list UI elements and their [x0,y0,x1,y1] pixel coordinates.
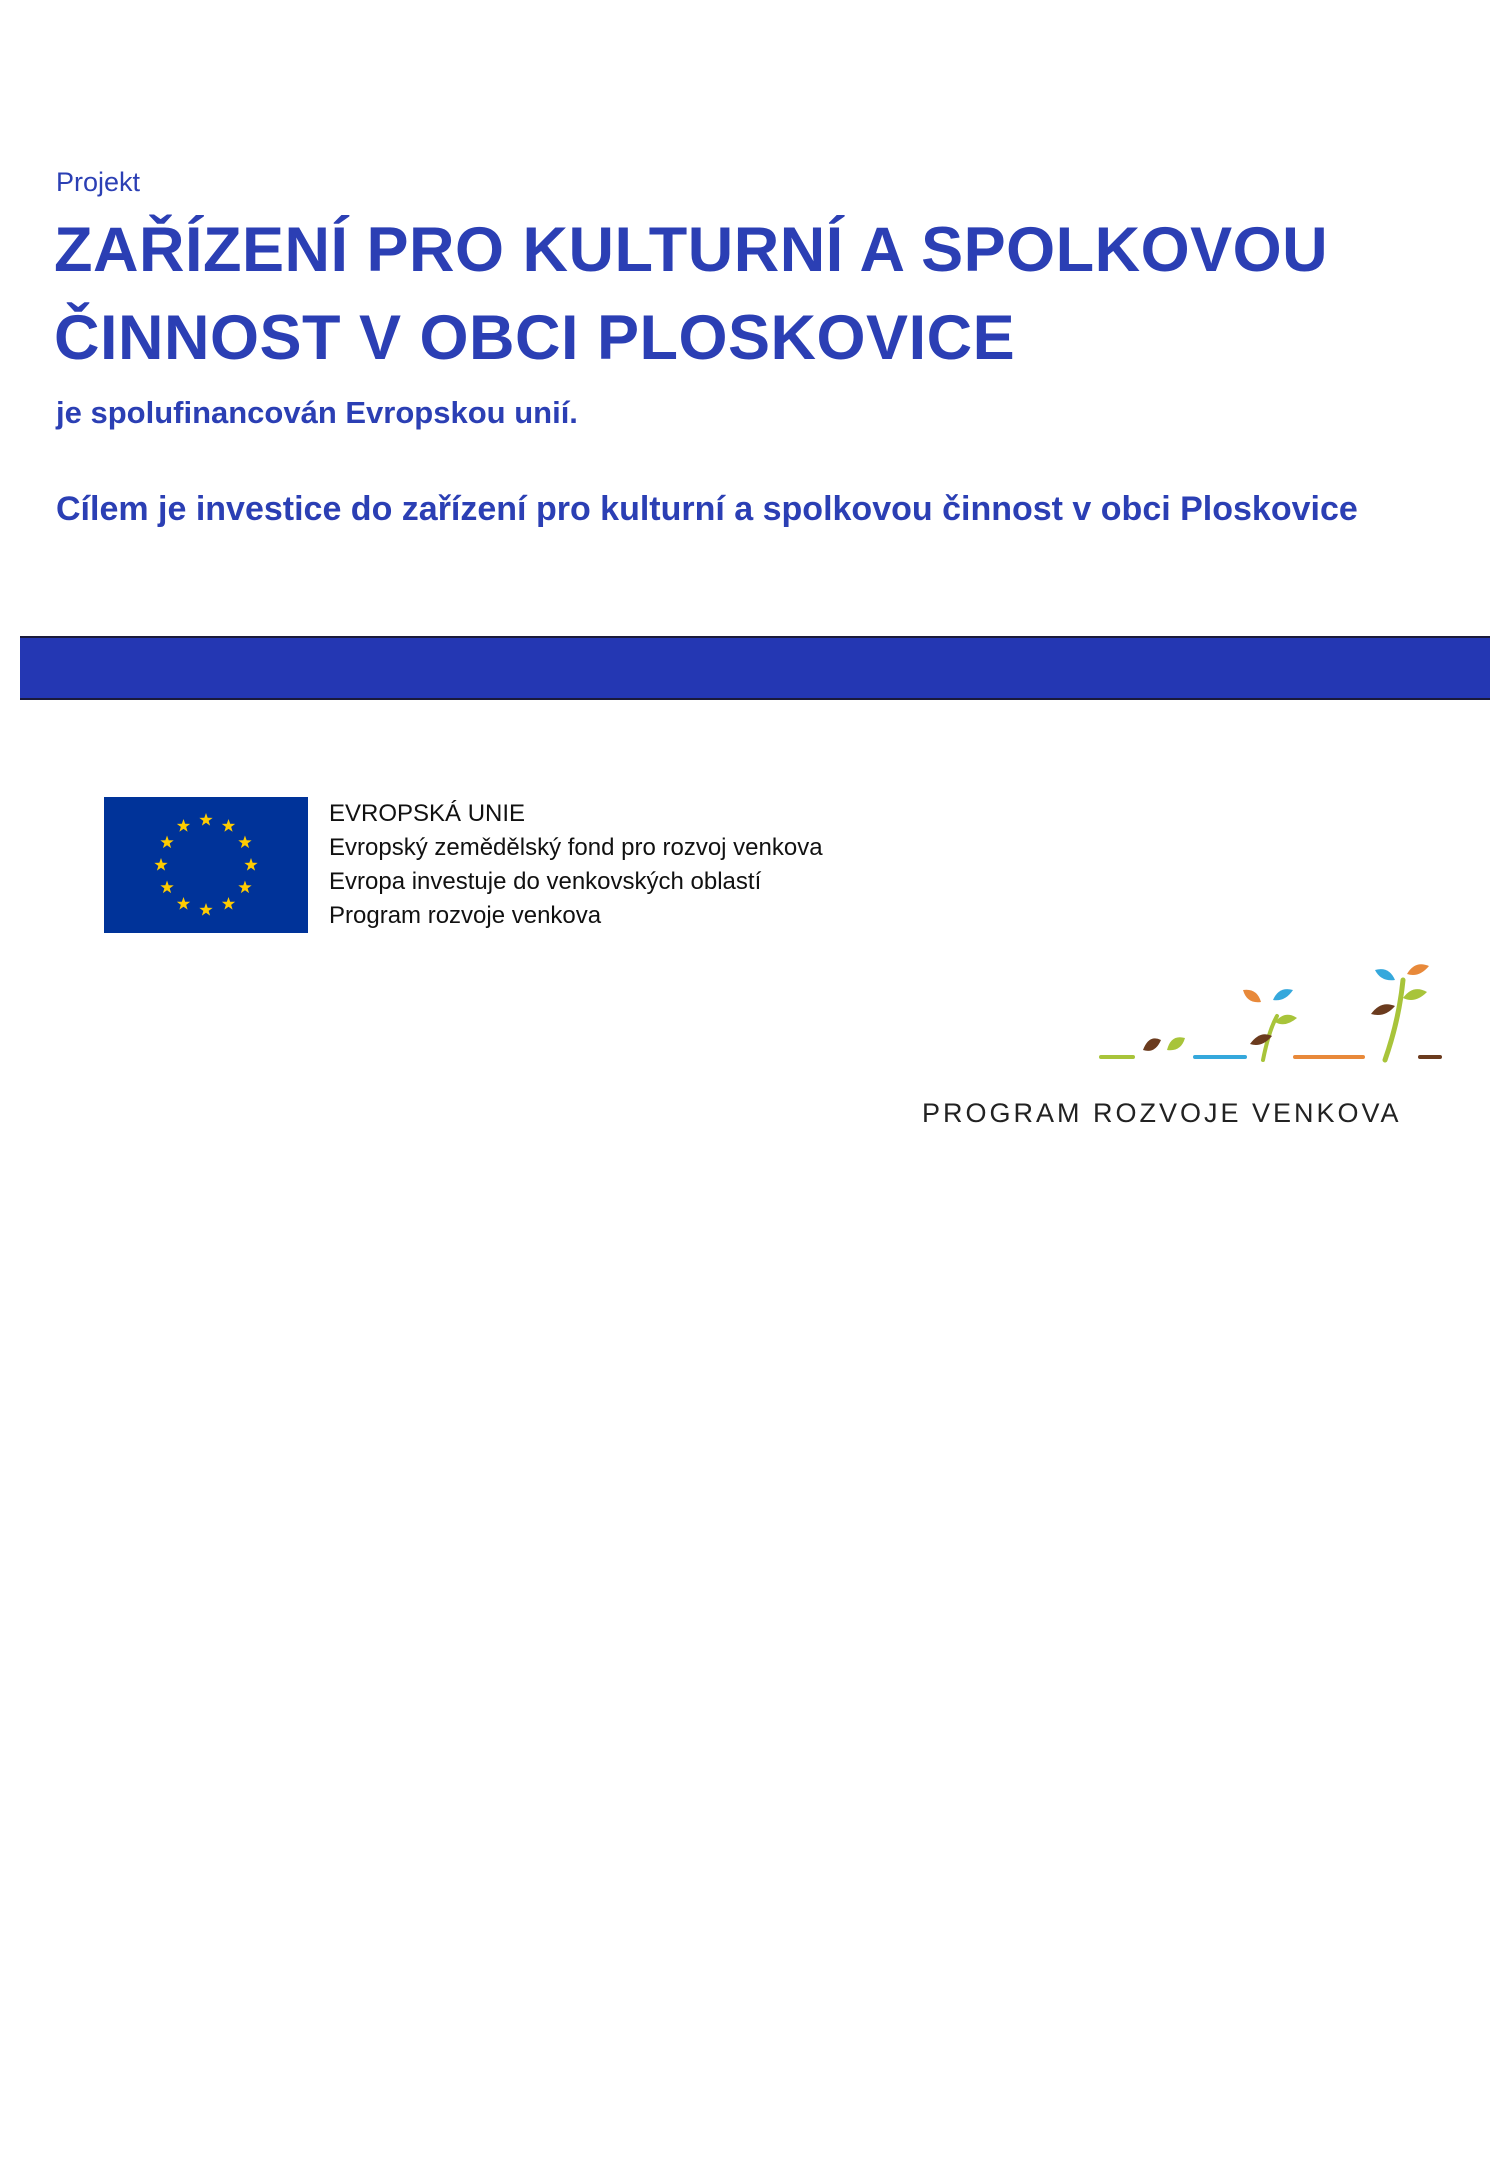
eu-fund: Evropský zemědělský fond pro rozvoj venkova [329,834,823,861]
eu-slogan: Evropa investuje do venkovských oblastí [329,868,762,895]
project-label: Projekt [56,167,141,197]
eu-flag-icon [104,797,308,933]
blue-divider-band [20,636,1490,700]
eu-name: EVROPSKÁ UNIE [329,800,526,827]
title-line-1: ZAŘÍZENÍ PRO KULTURNÍ A SPOLKOVOU [54,215,1329,285]
page-title [54,206,1454,382]
program-logo-caption: PROGRAM ROZVOJE VENKOVA [922,1098,1402,1128]
eu-program: Program rozvoje venkova [329,902,602,929]
eu-text-block [329,797,823,933]
cofinancing-text: je spolufinancován Evropskou unií. [56,395,578,430]
title-line-2: ČINNOST V OBCI PLOSKOVICE [54,303,1016,373]
goal-text: Cílem je investice do zařízení pro kulturní a spolkovou činnost v obci Ploskovice [56,490,1358,528]
program-rozvoje-venkova-logo-icon [1095,940,1450,1070]
